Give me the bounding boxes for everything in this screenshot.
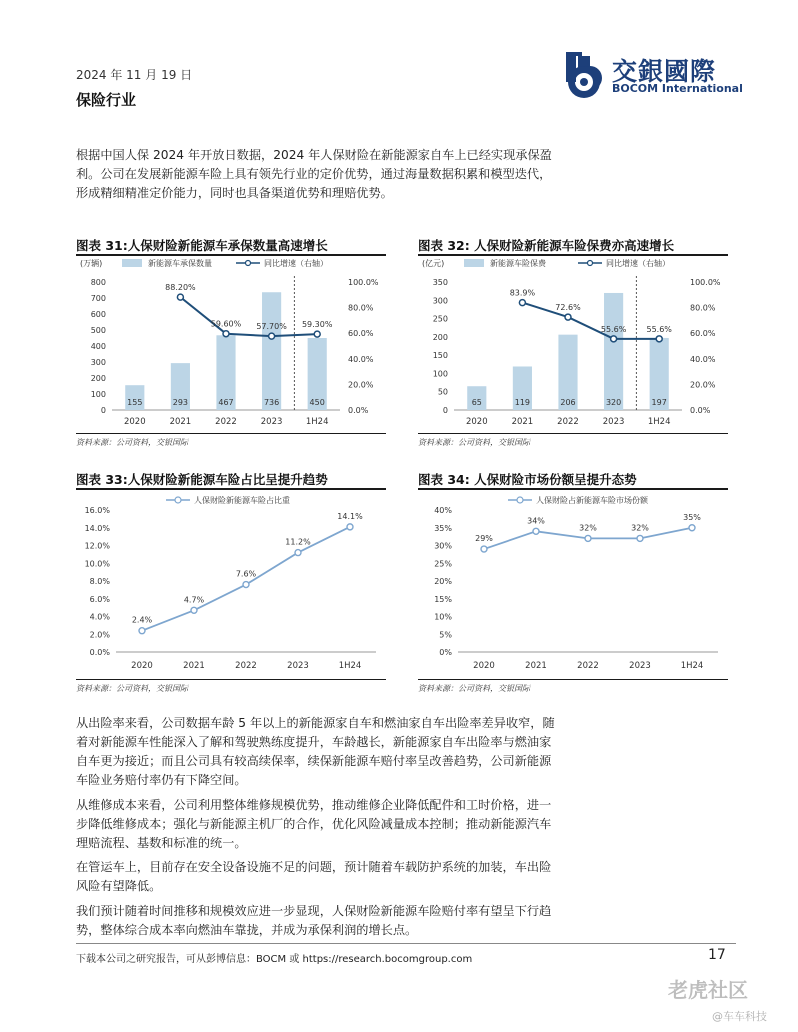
growth-label: 57.70% xyxy=(256,322,287,332)
footer-rule xyxy=(76,943,736,944)
intro-paragraph: 根据中国人保 2024 年开放日数据，2024 年人保财险在新能源家自车上已经实现承保盈利。公司在发展新能源车险上具有领先行业的定价优势，通过海量数据积累和模型迭代，形成精细精准定价能力，同时也具备渠道优势和理赔优势。 xyxy=(76,148,552,200)
y-tick-label: 0 xyxy=(442,406,448,415)
x-tick-label: 2021 xyxy=(169,417,192,427)
y-tick-label: 0.0% xyxy=(89,648,110,657)
chart-33 xyxy=(76,470,386,694)
growth-point xyxy=(223,331,229,337)
data-label: 4.7% xyxy=(183,595,205,605)
y2-tick-label: 80.0% xyxy=(348,303,374,313)
y-tick-label: 5% xyxy=(439,630,452,640)
y2-tick-label: 40.0% xyxy=(690,354,716,364)
chart-33-rule xyxy=(76,488,386,490)
logo-english-name: BOCOM International xyxy=(612,82,743,95)
y-tick-label: 10% xyxy=(434,612,452,622)
legend-line-marker xyxy=(517,497,523,503)
body-paragraph-3: 在管运车上，目前存在安全设备设施不足的问题，预计随着车载防护系统的加装，车出险风险有望降低。 xyxy=(76,860,552,893)
y-tick-label: 16.0% xyxy=(84,506,110,515)
logo-chinese-name: 交銀國際 xyxy=(612,57,717,86)
y2-tick-label: 100.0% xyxy=(690,278,721,287)
legend-line-marker xyxy=(175,497,181,503)
chart-34 xyxy=(418,470,728,694)
growth-line xyxy=(522,303,659,339)
chart-unit-label: (万辆) xyxy=(80,259,103,268)
data-label: 35% xyxy=(683,512,701,522)
y2-tick-label: 20.0% xyxy=(348,380,374,390)
data-point xyxy=(295,550,301,556)
chart-33-bottom-rule xyxy=(76,679,386,680)
y-tick-label: 600 xyxy=(90,310,106,319)
growth-point xyxy=(314,331,320,337)
y2-tick-label: 100.0% xyxy=(348,278,379,287)
data-point xyxy=(533,528,539,534)
x-tick-label: 2023 xyxy=(602,417,625,427)
y-tick-label: 2.0% xyxy=(89,630,110,640)
body-paragraph-2: 从维修成本来看，公司利用整体维修规模优势，推动维修企业降低配件和工时价格，进一步降低维修成本；强化与新能源主机厂的合作，优化风险减量成本控制；推动新能源汽车理赔流程、基数和标准的统一。 xyxy=(76,798,552,850)
watermark-handle: @车车科技 xyxy=(712,1010,767,1023)
y2-tick-label: 0.0% xyxy=(348,406,369,415)
data-line xyxy=(142,527,350,631)
y-tick-label: 12.0% xyxy=(84,541,110,551)
y-tick-label: 20% xyxy=(434,577,452,586)
y-tick-label: 100 xyxy=(90,390,106,399)
growth-point xyxy=(565,314,571,320)
growth-label: 88.20% xyxy=(165,283,196,293)
chart-31-plot xyxy=(76,256,386,436)
legend-line-label: 同比增速（右轴） xyxy=(606,259,670,268)
bocom-logo xyxy=(560,52,743,102)
legend-bar-label: 新能源车险保费 xyxy=(490,259,546,268)
bar xyxy=(604,293,623,410)
growth-label: 55.6% xyxy=(646,324,672,334)
y-tick-label: 0 xyxy=(100,406,106,415)
bar-value-label: 119 xyxy=(514,398,531,407)
y2-tick-label: 60.0% xyxy=(690,329,716,339)
x-tick-label: 2023 xyxy=(287,661,309,671)
x-tick-label: 1H24 xyxy=(338,661,362,671)
growth-point xyxy=(269,333,275,339)
data-point xyxy=(347,524,353,530)
chart-32-plot xyxy=(418,256,728,436)
x-tick-label: 2021 xyxy=(511,417,534,427)
y-tick-label: 350 xyxy=(432,278,448,287)
y-tick-label: 250 xyxy=(432,314,448,324)
x-tick-label: 2023 xyxy=(629,661,651,671)
x-tick-label: 2022 xyxy=(215,417,237,427)
bar-value-label: 467 xyxy=(218,398,234,407)
x-tick-label: 2020 xyxy=(131,661,153,671)
data-point xyxy=(139,628,145,634)
legend-line-label: 同比增速（右轴） xyxy=(264,259,328,268)
growth-label: 59.30% xyxy=(301,320,333,330)
y2-tick-label: 20.0% xyxy=(690,380,716,390)
x-tick-label: 2023 xyxy=(260,417,283,427)
x-tick-label: 2020 xyxy=(473,661,495,671)
bar xyxy=(262,292,281,410)
bar-value-label: 65 xyxy=(471,398,482,407)
y-tick-label: 8.0% xyxy=(89,577,110,586)
y-tick-label: 100 xyxy=(432,369,448,379)
growth-point xyxy=(656,336,662,342)
y-tick-label: 500 xyxy=(90,326,106,335)
data-label: 34% xyxy=(527,516,545,526)
data-label: 32% xyxy=(579,523,597,533)
chart-33-title: 图表 33:人保财险新能源车险占比呈提升趋势 xyxy=(76,472,328,487)
growth-point xyxy=(519,300,525,306)
chart-32-title: 图表 32: 人保财险新能源车险保费亦高速增长 xyxy=(418,238,675,253)
bar-value-label: 450 xyxy=(309,398,325,407)
data-label: 7.6% xyxy=(235,569,257,579)
y-tick-label: 50 xyxy=(437,387,448,397)
y-tick-label: 800 xyxy=(90,278,106,287)
y-tick-label: 30% xyxy=(434,541,452,551)
x-tick-label: 2021 xyxy=(183,661,205,671)
y-tick-label: 15% xyxy=(434,594,452,604)
y-tick-label: 40% xyxy=(434,506,452,515)
chart-31 xyxy=(76,236,386,450)
x-tick-label: 1H24 xyxy=(305,417,329,427)
data-point xyxy=(481,546,487,552)
chart-32 xyxy=(418,236,728,450)
data-label: 14.1% xyxy=(337,511,363,521)
x-tick-label: 1H24 xyxy=(680,661,704,671)
growth-point xyxy=(611,336,617,342)
x-tick-label: 2020 xyxy=(123,417,146,427)
y2-tick-label: 0.0% xyxy=(690,406,711,415)
growth-label: 55.6% xyxy=(600,324,627,334)
y-tick-label: 0% xyxy=(439,648,452,657)
legend-bar-swatch xyxy=(122,259,142,267)
y2-tick-label: 40.0% xyxy=(348,354,374,364)
x-tick-label: 2021 xyxy=(525,661,547,671)
bar-value-label: 155 xyxy=(127,398,143,407)
bar-value-label: 293 xyxy=(172,398,189,407)
industry-title: 保险行业 xyxy=(76,91,137,109)
page-number: 17 xyxy=(708,947,726,963)
chart-34-title: 图表 34: 人保财险市场份额呈提升态势 xyxy=(418,472,637,487)
legend-label: 人保财险占新能源车险市场份额 xyxy=(536,496,648,505)
y-tick-label: 400 xyxy=(90,342,106,351)
bar-value-label: 197 xyxy=(651,398,667,407)
data-label: 32% xyxy=(631,523,649,533)
bocom-logo-icon xyxy=(560,52,608,100)
y-tick-label: 10.0% xyxy=(84,559,110,569)
chart-33-plot xyxy=(76,492,386,678)
data-point xyxy=(637,535,643,541)
x-tick-label: 2020 xyxy=(465,417,488,427)
bar-value-label: 206 xyxy=(560,398,576,407)
legend-bar-label: 新能源车承保数量 xyxy=(148,259,212,268)
body-paragraph-1: 从出险率来看，公司数据车龄 5 年以上的新能源家自车和燃油家自车出险率差异收窄，随着对新能源车性能深入了解和驾驶熟练度提升，车龄越长，新能源家自车出险率与燃油家自车更为接近；而且公司具有较高续保率，续保新能源车赔付率呈改善趋势，公司新能源车险业务赔付率仍有下降空间。 xyxy=(76,716,555,787)
legend-bar-swatch xyxy=(464,259,484,267)
chart-34-bottom-rule xyxy=(418,679,728,680)
legend-label: 人保财险新能源车险占比重 xyxy=(194,496,290,505)
data-point xyxy=(243,582,249,588)
y-tick-label: 25% xyxy=(434,559,452,569)
bar-value-label: 736 xyxy=(263,398,280,407)
watermark-community: 老虎社区 xyxy=(668,978,748,1002)
footer-text: 下载本公司之研究报告，可从彭博信息：BOCM 或 https://research.bocomgroup.com xyxy=(76,954,473,965)
y-tick-label: 200 xyxy=(90,374,106,383)
y-tick-label: 14.0% xyxy=(84,523,110,533)
growth-point xyxy=(177,294,183,300)
x-tick-label: 1H24 xyxy=(647,417,671,427)
y-tick-label: 150 xyxy=(432,351,448,361)
y2-tick-label: 60.0% xyxy=(348,329,374,339)
growth-label: 72.6% xyxy=(555,303,581,313)
growth-label: 83.9% xyxy=(509,288,536,298)
growth-line xyxy=(180,297,317,336)
data-label: 29% xyxy=(475,534,493,544)
chart-31-source: 资料来源：公司资料，交银国际 xyxy=(76,438,188,447)
chart-32-source: 资料来源：公司资料，交银国际 xyxy=(418,438,530,447)
y2-tick-label: 80.0% xyxy=(690,303,716,313)
y-tick-label: 300 xyxy=(432,296,448,306)
y-tick-label: 200 xyxy=(432,332,448,342)
chart-32-bottom-rule xyxy=(418,433,728,434)
chart-34-rule xyxy=(418,488,728,490)
growth-label: 59.60% xyxy=(210,319,242,329)
chart-34-source: 资料来源：公司资料，交银国际 xyxy=(418,684,530,693)
chart-34-plot xyxy=(418,492,728,678)
y-tick-label: 4.0% xyxy=(89,612,110,622)
chart-31-title: 图表 31:人保财险新能源车承保数量高速增长 xyxy=(76,238,328,253)
body-paragraph-4: 我们预计随着时间推移和规模效应进一步显现，人保财险新能源车险赔付率有望呈下行趋势，整体综合成本率向燃油车靠拢，并成为承保利润的增长点。 xyxy=(76,904,552,937)
report-date: 2024 年 11 月 19 日 xyxy=(76,68,193,82)
data-label: 11.2% xyxy=(285,537,311,547)
chart-unit-label: (亿元) xyxy=(422,259,445,268)
data-point xyxy=(191,607,197,613)
legend-line-marker xyxy=(588,261,593,266)
x-tick-label: 2022 xyxy=(577,661,599,671)
chart-33-source: 资料来源：公司资料，交银国际 xyxy=(76,684,188,693)
bar-value-label: 320 xyxy=(605,398,622,407)
chart-31-bottom-rule xyxy=(76,433,386,434)
data-point xyxy=(689,525,695,531)
y-tick-label: 300 xyxy=(90,358,106,367)
data-point xyxy=(585,535,591,541)
y-tick-label: 35% xyxy=(434,523,452,533)
data-label: 2.4% xyxy=(131,615,153,625)
x-tick-label: 2022 xyxy=(557,417,579,427)
y-tick-label: 700 xyxy=(90,294,106,303)
y-tick-label: 6.0% xyxy=(89,594,110,604)
x-tick-label: 2022 xyxy=(235,661,257,671)
legend-line-marker xyxy=(246,261,251,266)
